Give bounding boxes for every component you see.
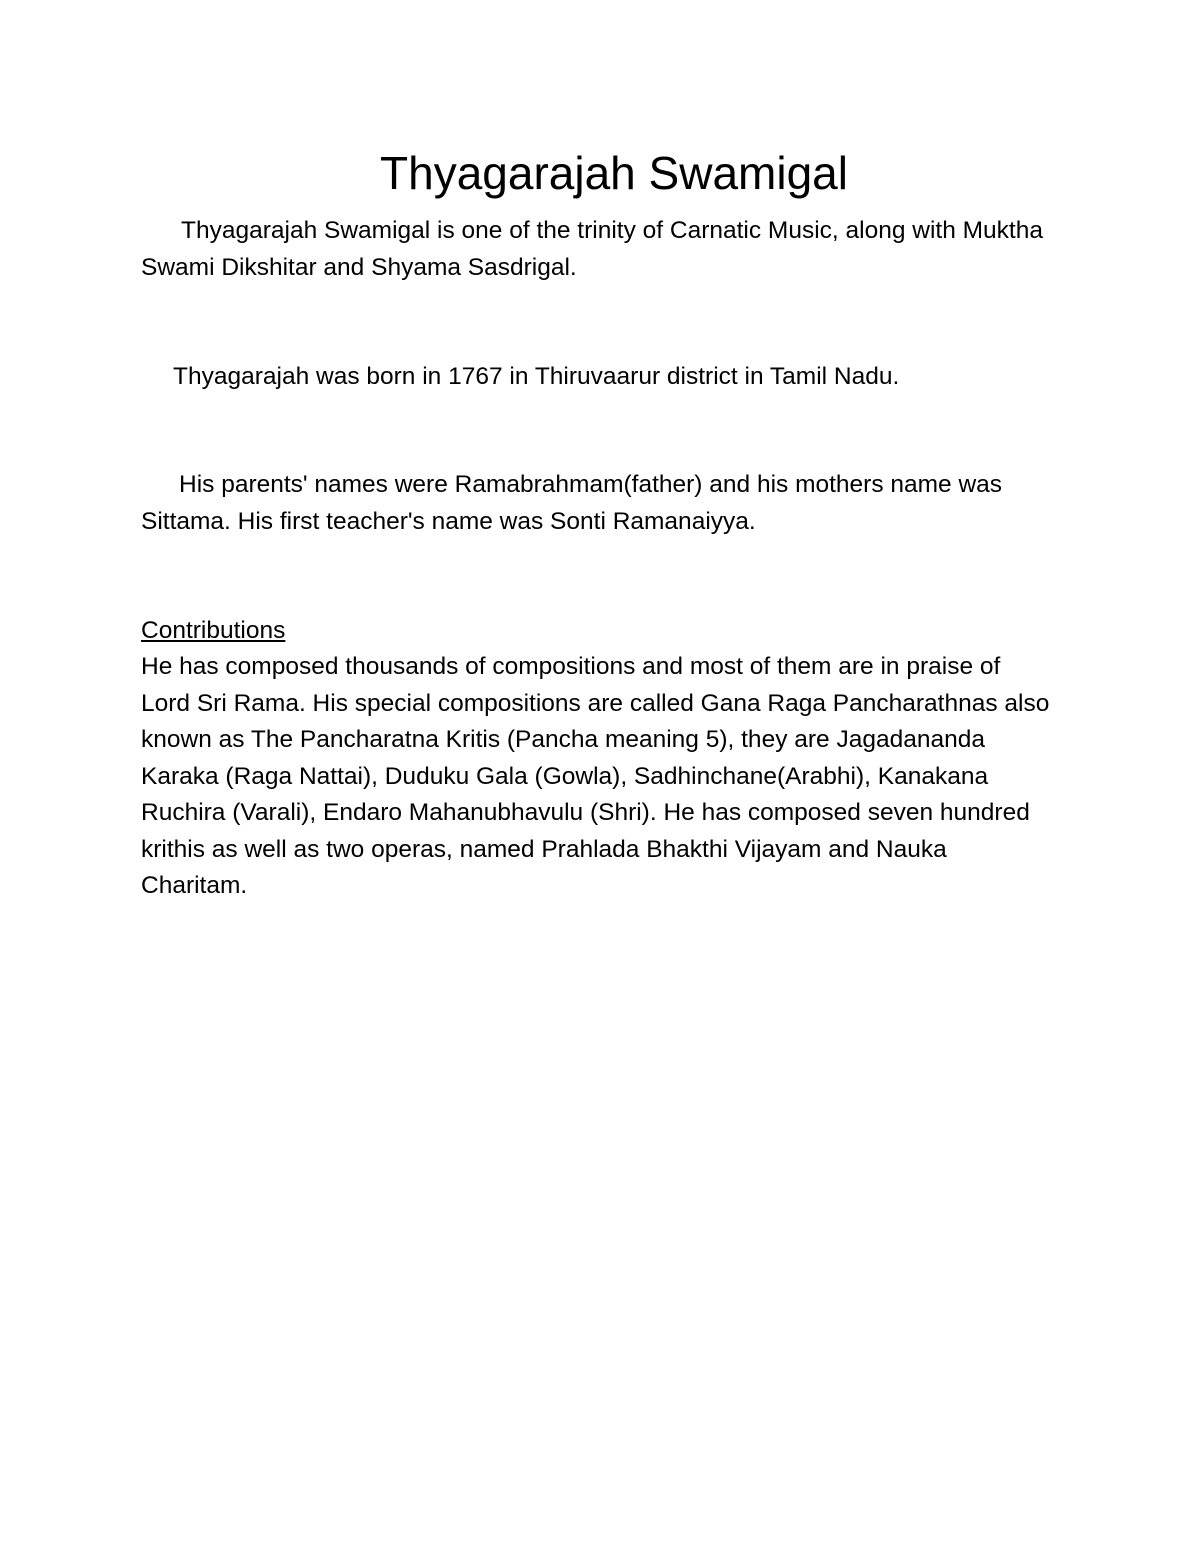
parents-paragraph: His parents' names were Ramabrahmam(father) and his mothers name was Sittama. His first teacher's name was Sonti Ramanaiyya.: [141, 471, 1003, 535]
document-title: Thyagarajah Swamigal: [380, 147, 848, 199]
contributions-heading: Contributions: [141, 617, 286, 644]
intro-paragraph: Thyagarajah Swamigal is one of the trinity of Carnatic Music, along with Muktha Swami Dikshitar and Shyama Sasdrigal.: [141, 217, 1043, 281]
birth-paragraph: Thyagarajah was born in 1767 in Thiruvaarur district in Tamil Nadu.: [173, 363, 900, 390]
contributions-paragraph: He has composed thousands of compositions and most of them are in praise of Lord Sri Rama. His special compositions are called Gana Raga Pancharathnas also known as The Pancharatna Kritis (Pancha meaning 5), they are Jagadananda Karaka (Raga Nattai), Duduku Gala (Gowla), Sadhinchane(Arabhi), Kanakana Ruchira (Varali), Endaro Mahanubhavulu (Shri). He has composed seven hundred krithis as well as two operas, named Prahlada Bhakthi Vijayam and Nauka Charitam.: [141, 653, 1050, 899]
